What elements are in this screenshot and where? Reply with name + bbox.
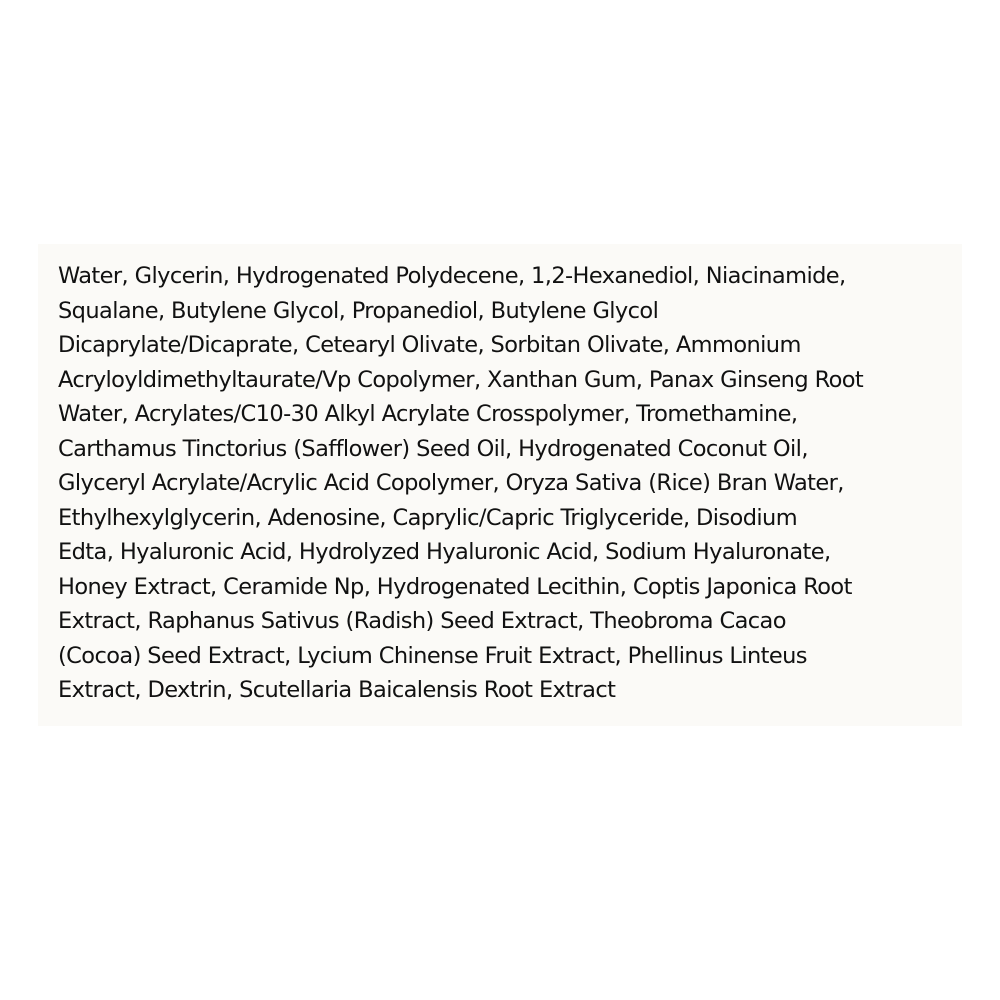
ingredients-line-6: Carthamus Tinctorius (Safflower) Seed Oil, Hydrogenated Coconut Oil, (58, 435, 808, 462)
ingredients-line-4: Acryloyldimethyltaurate/Vp Copolymer, Xanthan Gum, Panax Ginseng Root (58, 366, 864, 393)
ingredients-line-8: Ethylhexylglycerin, Adenosine, Caprylic/Capric Triglyceride, Disodium (58, 504, 798, 531)
ingredients-line-2: Squalane, Butylene Glycol, Propanediol, Butylene Glycol (58, 297, 659, 324)
ingredients-line-9: Edta, Hyaluronic Acid, Hydrolyzed Hyaluronic Acid, Sodium Hyaluronate, (58, 539, 831, 565)
ingredients-line-13: Extract, Dextrin, Scutellaria Baicalensis Root Extract (58, 677, 616, 703)
ingredients-line-10: Honey Extract, Ceramide Np, Hydrogenated Lecithin, Coptis Japonica Root (58, 573, 852, 600)
ingredients-line-12: (Cocoa) Seed Extract, Lycium Chinense Fruit Extract, Phellinus Linteus (58, 642, 807, 669)
ingredients-line-1: Water, Glycerin, Hydrogenated Polydecene, 1,2-Hexanediol, Niacinamide, (58, 263, 846, 289)
ingredients-line-7: Glyceryl Acrylate/Acrylic Acid Copolymer, Oryza Sativa (Rice) Bran Water, (58, 470, 844, 496)
ingredients-list (58, 259, 962, 708)
ingredients-line-5: Water, Acrylates/C10-30 Alkyl Acrylate Crosspolymer, Tromethamine, (58, 401, 798, 427)
ingredients-line-11: Extract, Raphanus Sativus (Radish) Seed Extract, Theobroma Cacao (58, 608, 786, 634)
ingredients-line-3: Dicaprylate/Dicaprate, Cetearyl Olivate, Sorbitan Olivate, Ammonium (58, 332, 801, 358)
ingredients-panel (38, 244, 962, 726)
